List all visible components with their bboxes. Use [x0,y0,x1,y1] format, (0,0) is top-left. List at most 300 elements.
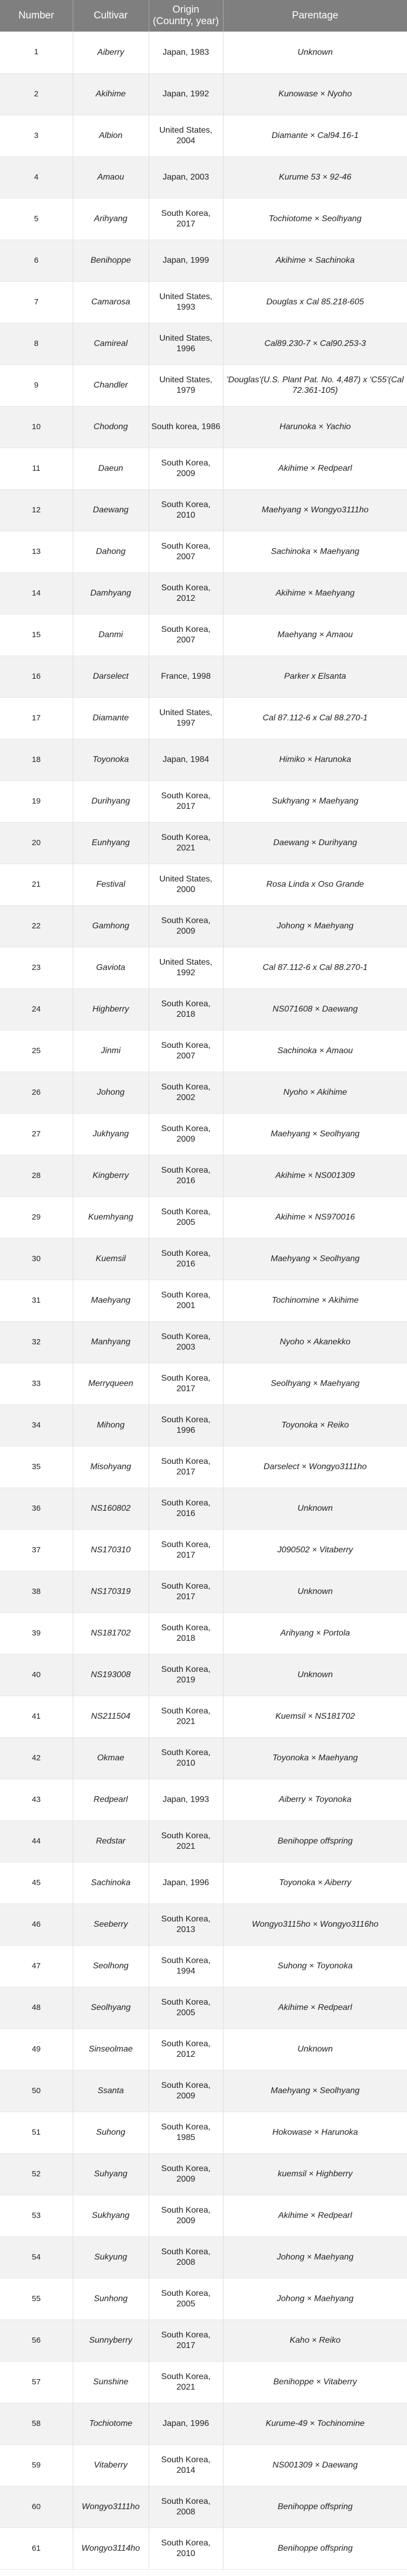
cell-origin: South Korea, 2012 [149,2028,223,2070]
cell-origin: France, 1998 [149,656,223,697]
cell-cultivar: Gaviota [73,947,149,988]
cell-number: 9 [0,364,73,406]
cell-parentage: Akihime × Redpearl [223,2195,407,2236]
cell-origin: South Korea, 2017 [149,1529,223,1571]
cell-parentage: Toyonoka × Maehyang [223,1737,407,1779]
cell-origin: South Korea, 2007 [149,531,223,572]
cell-number: 57 [0,2361,73,2403]
cell-parentage: Rosa Linda x Oso Grande [223,864,407,905]
cell-origin: South Korea, 2009 [149,2153,223,2195]
cell-cultivar: Misohyang [73,1446,149,1488]
cell-parentage: Sukhyang × Maehyang [223,780,407,822]
cell-origin: South Korea, 2010 [149,489,223,531]
cell-parentage: J090502 × Vitaberry [223,1529,407,1571]
cell-number: 4 [0,156,73,198]
cell-parentage: Benihoppe offspring [223,1820,407,1862]
cell-number: 18 [0,739,73,780]
cell-number: 37 [0,1529,73,1571]
cell-number: 10 [0,406,73,448]
cell-cultivar: Sunshine [73,2361,149,2403]
cell-origin: United States, 2004 [149,115,223,156]
cell-cultivar: NS193008 [73,1654,149,1696]
cell-parentage: Wongyo3115ho × Wongyo3116ho [223,1904,407,1945]
cell-origin: Japan, 1984 [149,739,223,780]
cell-parentage: Hokowase × Harunoka [223,2112,407,2153]
table-row [0,1404,407,1446]
cell-parentage: Parker x Elsanta [223,656,407,697]
cell-number: 28 [0,1155,73,1196]
table-row [0,572,407,614]
cell-origin: South Korea, 2018 [149,988,223,1030]
table-row [0,32,407,73]
cell-number: 27 [0,1113,73,1155]
cell-number: 8 [0,323,73,364]
cell-parentage: Benihoppe offspring [223,2528,407,2569]
cell-origin: South Korea, 2021 [149,2361,223,2403]
cell-number: 45 [0,1862,73,1904]
header-number: Number [0,0,73,32]
cell-parentage: Diamante × Cal94.16-1 [223,115,407,156]
table-row [0,198,407,240]
cell-cultivar: Amaou [73,156,149,198]
cell-origin: South Korea, 2021 [149,1820,223,1862]
cell-cultivar: Gamhong [73,905,149,947]
cell-origin: South Korea, 2017 [149,1446,223,1488]
table-row [0,1321,407,1363]
cell-origin: South Korea, 2008 [149,2486,223,2528]
cell-parentage: Akihime × NS970016 [223,1196,407,1238]
cell-origin: South Korea, 2017 [149,780,223,822]
table-row [0,1529,407,1571]
cell-number: 50 [0,2070,73,2112]
table-row [0,364,407,406]
cell-number: 24 [0,988,73,1030]
cell-parentage: Kunowase × Nyoho [223,73,407,115]
table-row [0,2361,407,2403]
cell-origin: South Korea, 2014 [149,2444,223,2486]
cell-number: 39 [0,1612,73,1654]
cell-parentage: Toyonoka × Aiberry [223,1862,407,1904]
cell-parentage: Daewang × Durihyang [223,822,407,864]
table-row [0,1030,407,1072]
cell-origin: South Korea, 2009 [149,2195,223,2236]
cell-origin: South Korea, 2005 [149,1196,223,1238]
cell-cultivar: Sachinoka [73,1862,149,1904]
cell-cultivar: Sunnyberry [73,2320,149,2361]
cell-cultivar: Sunhong [73,2278,149,2320]
cell-number: 11 [0,448,73,489]
cell-parentage: Cal 87.112-6 x Cal 88.270-1 [223,947,407,988]
cell-origin: South Korea, 2010 [149,2528,223,2569]
cell-cultivar: Durihyang [73,780,149,822]
cell-parentage: Maehyang × Seolhyang [223,2070,407,2112]
cell-origin: South Korea, 2009 [149,1113,223,1155]
table-row [0,988,407,1030]
cell-parentage: Darselect × Wongyo3111ho [223,1446,407,1488]
cell-origin: South Korea, 2021 [149,1696,223,1737]
cell-origin: South Korea, 2010 [149,1737,223,1779]
cell-parentage: Nyoho × Akihime [223,1072,407,1113]
cell-parentage: NS071608 × Daewang [223,988,407,1030]
cell-cultivar: Jinmi [73,1030,149,1072]
cell-origin: South Korea, 2002 [149,1072,223,1113]
cell-cultivar: Sinseolmae [73,2028,149,2070]
cell-cultivar: Kuemhyang [73,1196,149,1238]
cell-parentage: Suhong × Toyonoka [223,1945,407,1987]
table-row [0,2236,407,2278]
cell-origin: South Korea, 1985 [149,2112,223,2153]
cell-parentage: Tochinomine × Akihime [223,1280,407,1321]
cell-cultivar: Akihime [73,73,149,115]
cell-number: 29 [0,1196,73,1238]
cell-cultivar: NS170310 [73,1529,149,1571]
cell-cultivar: NS181702 [73,1612,149,1654]
cell-origin: South Korea, 2013 [149,1904,223,1945]
cell-number: 42 [0,1737,73,1779]
table-row [0,2278,407,2320]
table-row [0,1862,407,1904]
table-row [0,905,407,947]
table-row [0,240,407,281]
table-row [0,73,407,115]
table-row [0,2153,407,2195]
cell-cultivar: Redpearl [73,1779,149,1820]
cell-origin: South Korea, 2009 [149,905,223,947]
cell-parentage: Unknown [223,1654,407,1696]
cell-parentage: Arihyang × Portola [223,1612,407,1654]
cell-parentage: 'Douglas'(U.S. Plant Pat. No. 4,487) x 'C55'(Cal 72.361-105) [223,364,407,406]
table-row [0,1446,407,1488]
cell-number: 58 [0,2403,73,2444]
cell-number: 38 [0,1571,73,1612]
table-row [0,1654,407,1696]
cell-number: 33 [0,1363,73,1404]
cell-cultivar: Toyonoka [73,739,149,780]
table-header [0,0,407,32]
cell-number: 15 [0,614,73,656]
table-row [0,739,407,780]
cell-parentage: Akihime × Sachinoka [223,240,407,281]
cell-number: 60 [0,2486,73,2528]
table-row [0,406,407,448]
cell-origin: Japan, 2003 [149,156,223,198]
cell-origin: South Korea, 1994 [149,1945,223,1987]
cell-number: 52 [0,2153,73,2195]
cell-parentage: Seolhyang × Maehyang [223,1363,407,1404]
table-row [0,1238,407,1280]
cell-origin: South Korea, 2016 [149,1238,223,1280]
cell-parentage: Unknown [223,1571,407,1612]
table-row [0,281,407,323]
table-row [0,1987,407,2028]
cell-cultivar: Festival [73,864,149,905]
cell-parentage: Kurume 53 × 92-46 [223,156,407,198]
table-row [0,1113,407,1155]
cell-number: 3 [0,115,73,156]
cell-parentage: Unknown [223,2028,407,2070]
cell-origin: South Korea, 2007 [149,1030,223,1072]
cell-origin: South Korea, 2003 [149,1321,223,1363]
cell-number: 31 [0,1280,73,1321]
table-row [0,1196,407,1238]
cell-cultivar: NS211504 [73,1696,149,1737]
cell-parentage: Kuemsil × NS181702 [223,1696,407,1737]
cell-origin: Japan, 1983 [149,32,223,73]
cell-cultivar: Vitaberry [73,2444,149,2486]
cell-cultivar: Sukyung [73,2236,149,2278]
table-row [0,2320,407,2361]
cell-parentage: Sachinoka × Amaou [223,1030,407,1072]
cell-parentage: Johong × Maehyang [223,905,407,947]
cell-number: 30 [0,1238,73,1280]
cell-parentage: Benihoppe offspring [223,2486,407,2528]
cell-number: 22 [0,905,73,947]
table-row [0,1820,407,1862]
cell-cultivar: Merryqueen [73,1363,149,1404]
cell-number: 16 [0,656,73,697]
cell-number: 34 [0,1404,73,1446]
cell-cultivar: Okmae [73,1737,149,1779]
cell-parentage: Sachinoka × Maehyang [223,531,407,572]
cell-parentage: Cal89.230-7 × Cal90.253-3 [223,323,407,364]
cell-parentage: Nyoho × Akanekko [223,1321,407,1363]
cell-parentage: Kurume-49 × Tochinomine [223,2403,407,2444]
table-row [0,656,407,697]
cell-origin: South Korea, 2005 [149,1987,223,2028]
cell-origin: South Korea, 2016 [149,1488,223,1529]
cell-number: 26 [0,1072,73,1113]
table-row [0,2403,407,2444]
cell-origin: South Korea, 2009 [149,2070,223,2112]
cell-parentage: NS001309 × Daewang [223,2444,407,2486]
cell-number: 21 [0,864,73,905]
cell-cultivar: NS160802 [73,1488,149,1529]
cell-parentage: Himiko × Harunoka [223,739,407,780]
cell-parentage: Maehyang × Wongyo3111ho [223,489,407,531]
cell-cultivar: Sukhyang [73,2195,149,2236]
cell-origin: South Korea, 2021 [149,822,223,864]
cell-cultivar: NS170319 [73,1571,149,1612]
cell-cultivar: Camarosa [73,281,149,323]
cell-origin: United States, 1979 [149,364,223,406]
cell-origin: South Korea, 2019 [149,1654,223,1696]
cell-parentage: Kaho × Reiko [223,2320,407,2361]
table-row [0,1696,407,1737]
table-row [0,1363,407,1404]
cell-parentage: Tochiotome × Seolhyang [223,198,407,240]
cell-cultivar: Diamante [73,697,149,739]
cell-parentage: Aiberry × Toyonoka [223,1779,407,1820]
cell-cultivar: Seolhong [73,1945,149,1987]
cell-origin: South korea, 1986 [149,406,223,448]
cell-cultivar: Redstar [73,1820,149,1862]
cell-parentage: Benihoppe × Vitaberry [223,2361,407,2403]
header-cultivar: Cultivar [73,0,149,32]
cell-number: 56 [0,2320,73,2361]
table-row [0,864,407,905]
cell-cultivar: Danmi [73,614,149,656]
cell-parentage: Unknown [223,1488,407,1529]
cell-number: 53 [0,2195,73,2236]
cell-number: 32 [0,1321,73,1363]
cell-cultivar: Mihong [73,1404,149,1446]
cell-origin: Japan, 1993 [149,1779,223,1820]
cell-number: 5 [0,198,73,240]
cell-cultivar: Seolhyang [73,1987,149,2028]
cell-cultivar: Johong [73,1072,149,1113]
cell-origin: South Korea, 2017 [149,1363,223,1404]
cell-number: 13 [0,531,73,572]
cell-origin: South Korea, 2017 [149,2320,223,2361]
cell-number: 43 [0,1779,73,1820]
cell-cultivar: Camireal [73,323,149,364]
cell-number: 35 [0,1446,73,1488]
cell-number: 36 [0,1488,73,1529]
cell-cultivar: Suhyang [73,2153,149,2195]
table-row [0,2528,407,2569]
table-row [0,697,407,739]
table-row [0,2112,407,2153]
table-row [0,489,407,531]
cell-number: 25 [0,1030,73,1072]
table-row [0,1280,407,1321]
cell-number: 1 [0,32,73,73]
cell-number: 44 [0,1820,73,1862]
cell-parentage: Akihime × Redpearl [223,448,407,489]
table-row [0,1571,407,1612]
cell-cultivar: Manhyang [73,1321,149,1363]
cell-cultivar: Eunhyang [73,822,149,864]
cell-number: 41 [0,1696,73,1737]
cell-parentage: Akihime × Maehyang [223,572,407,614]
table-row [0,822,407,864]
table-row [0,1612,407,1654]
cell-number: 59 [0,2444,73,2486]
cell-parentage: Unknown [223,32,407,73]
cell-cultivar: Damhyang [73,572,149,614]
cell-number: 54 [0,2236,73,2278]
cell-number: 48 [0,1987,73,2028]
table-row [0,2486,407,2528]
cell-number: 7 [0,281,73,323]
cell-cultivar: Wongyo3111ho [73,2486,149,2528]
table-row [0,2070,407,2112]
cell-cultivar: Ssanta [73,2070,149,2112]
cell-number: 6 [0,240,73,281]
cell-number: 12 [0,489,73,531]
cell-number: 20 [0,822,73,864]
header-parentage: Parentage [292,9,338,21]
cell-cultivar: Wongyo3114ho [73,2528,149,2569]
cell-origin: South Korea, 2012 [149,572,223,614]
cell-number: 55 [0,2278,73,2320]
table-row [0,1945,407,1987]
cell-origin: South Korea, 2017 [149,198,223,240]
table-row [0,1488,407,1529]
cell-cultivar: Kuemsil [73,1238,149,1280]
cell-origin: South Korea, 2001 [149,1280,223,1321]
cell-parentage: Akihime × NS001309 [223,1155,407,1196]
table-row [0,2028,407,2070]
cell-origin: United States, 2000 [149,864,223,905]
table-row [0,780,407,822]
cell-number: 23 [0,947,73,988]
cell-parentage: Douglas x Cal 85.218-605 [223,281,407,323]
cell-parentage: Toyonoka × Reiko [223,1404,407,1446]
table-row [0,115,407,156]
cell-cultivar: Chandler [73,364,149,406]
table-row [0,2195,407,2236]
table-row [0,2444,407,2486]
cell-number: 2 [0,73,73,115]
cell-cultivar: Arihyang [73,198,149,240]
cell-origin: United States, 1992 [149,947,223,988]
cell-origin: South Korea, 2016 [149,1155,223,1196]
header-origin: Origin (Country, year) [149,0,223,32]
header-row [0,0,407,32]
cell-cultivar: Highberry [73,988,149,1030]
cell-cultivar: Albion [73,115,149,156]
cell-number: 49 [0,2028,73,2070]
table-row [0,947,407,988]
cell-cultivar: Tochiotome [73,2403,149,2444]
cell-number: 46 [0,1904,73,1945]
cell-number: 17 [0,697,73,739]
cell-cultivar: Chodong [73,406,149,448]
table-body [0,32,407,2569]
cell-cultivar: Suhong [73,2112,149,2153]
cell-parentage: Akihime × Redpearl [223,1987,407,2028]
cell-parentage: Johong × Maehyang [223,2236,407,2278]
cell-number: 19 [0,780,73,822]
cell-cultivar: Aiberry [73,32,149,73]
cell-cultivar: Dahong [73,531,149,572]
table-row [0,156,407,198]
table-row [0,1155,407,1196]
cell-origin: Japan, 1999 [149,240,223,281]
cell-origin: United States, 1997 [149,697,223,739]
cell-origin: South Korea, 2005 [149,2278,223,2320]
table-row [0,614,407,656]
table-row [0,1779,407,1820]
cell-cultivar: Benihoppe [73,240,149,281]
cell-cultivar: Jukhyang [73,1113,149,1155]
cell-number: 51 [0,2112,73,2153]
cell-parentage: Maehyang × Amaou [223,614,407,656]
table-row [0,1904,407,1945]
cell-cultivar: Seeberry [73,1904,149,1945]
cell-origin: South Korea, 2017 [149,1571,223,1612]
cell-cultivar: Daewang [73,489,149,531]
cell-cultivar: Daeun [73,448,149,489]
table-row [0,323,407,364]
table-row [0,448,407,489]
cell-parentage: Cal 87.112-6 x Cal 88.270-1 [223,697,407,739]
cell-origin: Japan, 1996 [149,1862,223,1904]
cell-origin: South Korea, 2018 [149,1612,223,1654]
cell-number: 14 [0,572,73,614]
cell-origin: South Korea, 2009 [149,448,223,489]
cell-origin: Japan, 1996 [149,2403,223,2444]
cell-origin: United States, 1993 [149,281,223,323]
cell-parentage: Johong × Maehyang [223,2278,407,2320]
cell-cultivar: Maehyang [73,1280,149,1321]
cell-number: 61 [0,2528,73,2569]
cell-number: 47 [0,1945,73,1987]
cell-parentage: kuemsil × Highberry [223,2153,407,2195]
cell-parentage: Maehyang × Seolhyang [223,1113,407,1155]
cell-origin: South Korea, 2008 [149,2236,223,2278]
